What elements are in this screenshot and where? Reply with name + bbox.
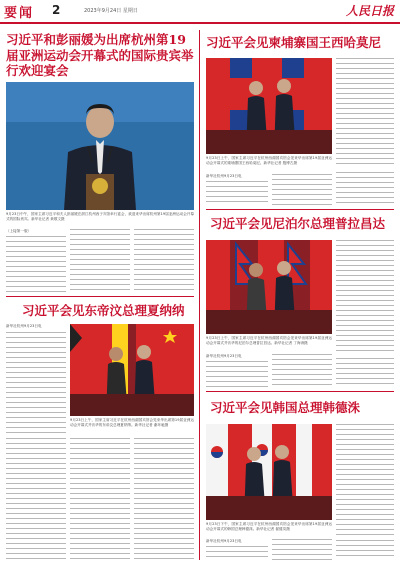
article-headline: 习近平和彭丽媛为出席杭州第19届亚洲运动会开幕式的国际贵宾举行欢迎宴会 — [6, 32, 194, 79]
article-body — [206, 361, 268, 387]
section-rule — [6, 296, 194, 297]
article-lead: （上接第一版） — [6, 229, 32, 233]
article-body — [336, 424, 394, 536]
meeting-photo-cambodia — [206, 58, 332, 154]
article-body — [206, 181, 268, 205]
article-headline: 习近平会见尼泊尔总理普拉昌达 — [210, 216, 386, 231]
photo-caption: 9月23日下午，国家主席习近平在杭州西湖国宾馆会见来华出席第19届亚洲运动会开幕式的韩国总理韩德洙。新华社记者 翟健岚摄 — [206, 522, 332, 531]
article-body — [134, 438, 194, 560]
meeting-photo-timor-leste — [70, 324, 194, 416]
article-body — [6, 332, 66, 434]
banquet-photo — [6, 82, 194, 210]
article-body — [6, 438, 66, 560]
article-dateline: 新华社杭州9月23日电 — [206, 354, 242, 358]
article-dateline: 新华社杭州9月23日电 — [206, 539, 242, 543]
article-body — [336, 358, 394, 387]
section-rule — [206, 209, 394, 210]
article-body — [272, 174, 332, 205]
article-body — [272, 354, 332, 387]
section-rule — [206, 391, 394, 392]
photo-caption: 9月23日上午，国家主席习近平在杭州西湖国宾馆会见来华出席第19届亚洲运动会开幕式并访华的尼泊尔总理普拉昌达。新华社记者 丁海涛摄 — [206, 336, 332, 345]
article-headline: 习近平会见韩国总理韩德洙 — [210, 400, 361, 415]
section-name: 要闻 — [4, 6, 35, 21]
article-dateline: 新华社杭州9月23日电 — [6, 324, 42, 328]
issue-date: 2023年9月24日 星期日 — [84, 8, 138, 14]
article-body — [70, 229, 130, 292]
page-number: 2 — [52, 3, 61, 17]
article-body — [134, 229, 194, 292]
article-body — [70, 438, 130, 560]
article-body — [336, 240, 394, 354]
meeting-photo-nepal — [206, 240, 332, 334]
article-dateline: 新华社杭州9月23日电 — [206, 174, 242, 178]
photo-caption: 9月23日上午，国家主席习近平在杭州西湖国宾馆会见来华出席第19届亚洲运动会开幕式的柬埔寨国王西哈莫尼。新华社记者 殷博古摄 — [206, 156, 332, 165]
newspaper-logo: 人民日报 — [345, 4, 394, 18]
article-body — [336, 172, 394, 205]
article-body — [206, 546, 268, 560]
photo-caption: 9月23日上午，国家主席习近平在杭州西湖国宾馆会见来华出席第19届亚洲运动会开幕式并访华的东帝汶总理夏纳纳。新华社记者 谢环驰摄 — [70, 418, 194, 427]
meeting-photo-korea — [206, 424, 332, 520]
article-body — [272, 539, 332, 560]
column-divider — [199, 30, 200, 560]
article-body — [336, 540, 394, 560]
article-headline: 习近平会见柬埔寨国王西哈莫尼 — [206, 35, 382, 50]
photo-caption: 9月23日中午，国家主席习近平和夫人彭丽媛在浙江杭州西子宾馆举行宴会，欢迎来华出席杭州第19届亚洲运动会开幕式的国际贵宾。新华社记者 黄敬文摄 — [6, 212, 194, 221]
article-body — [6, 236, 66, 292]
article-body — [336, 58, 394, 168]
article-headline: 习近平会见东帝汶总理夏纳纳 — [22, 303, 185, 318]
